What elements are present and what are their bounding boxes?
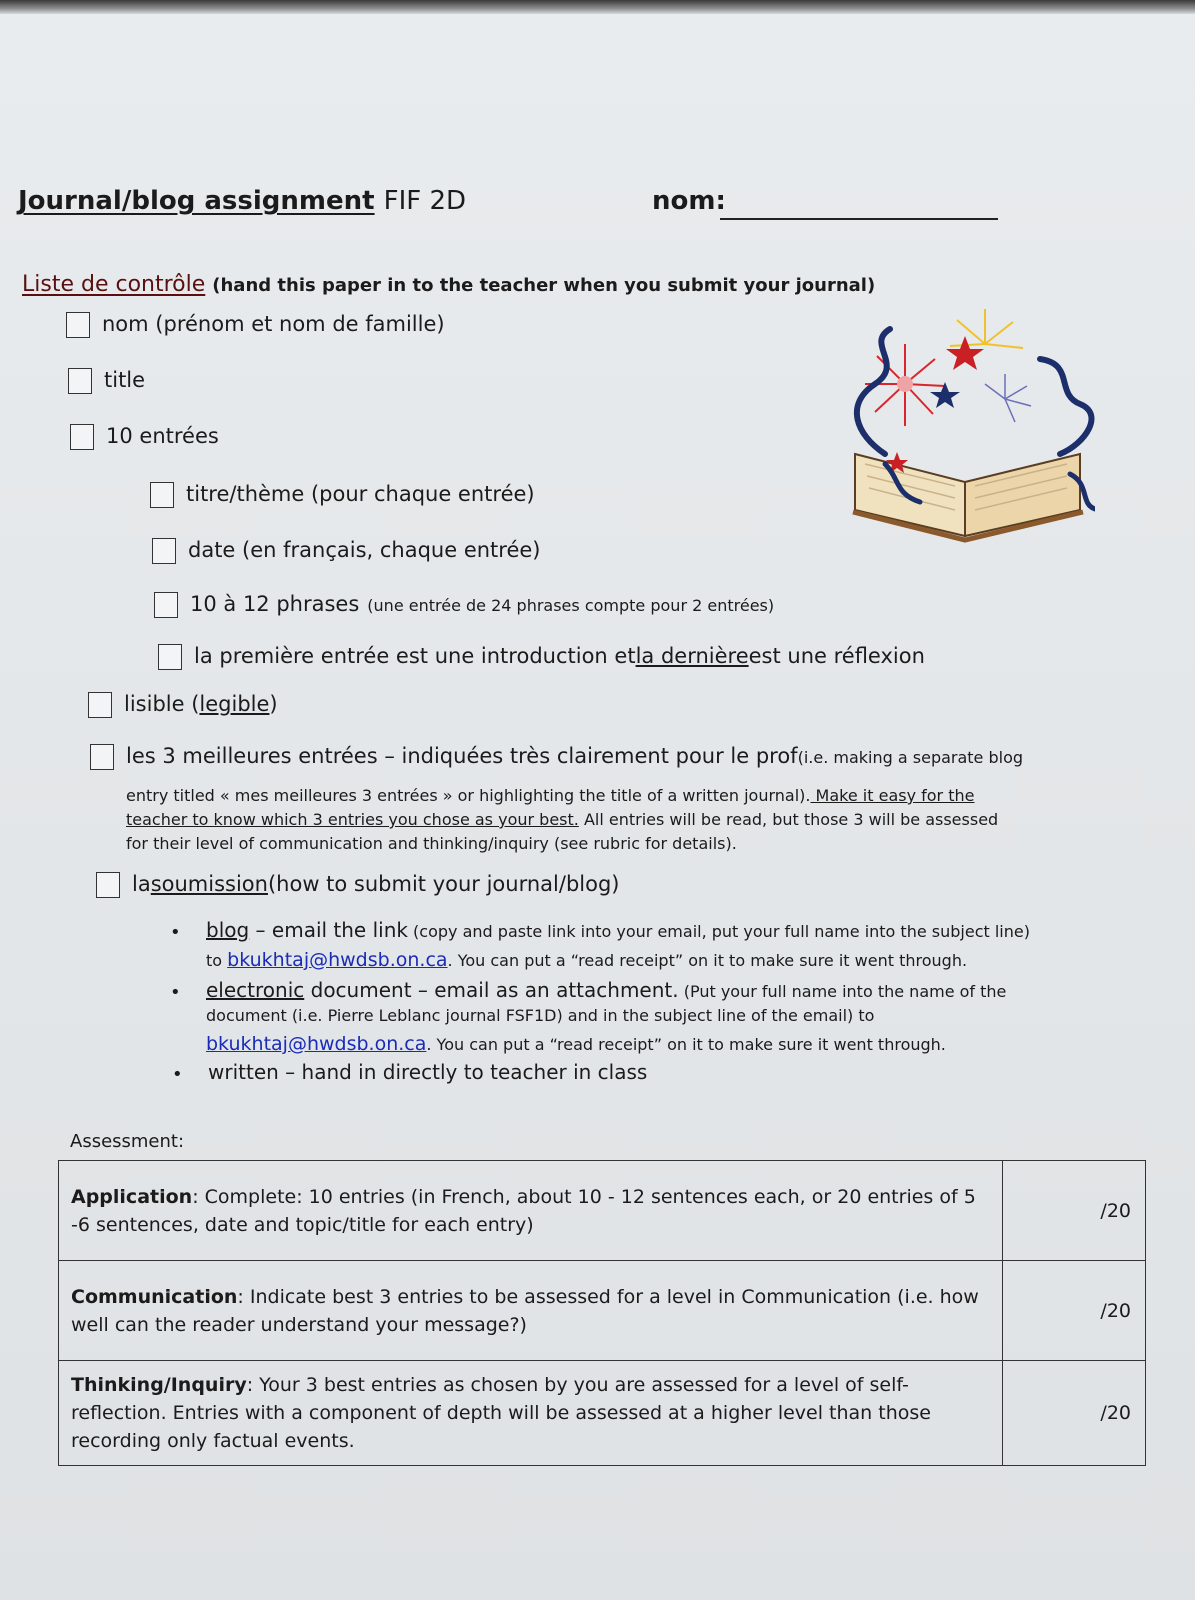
checklist-heading: Liste de contrôle (hand this paper in to the teacher when you submit your journal) [22,272,876,297]
rubric-score-cell: /20 [1003,1361,1146,1466]
checkbox[interactable] [68,368,92,394]
checkbox[interactable] [90,744,114,770]
checklist-item-nom: nom (prénom et nom de famille) [66,312,445,338]
checklist-item-soumission: la soumission (how to submit your journal/blog) [96,872,619,898]
checkbox[interactable] [154,592,178,618]
checkbox[interactable] [66,312,90,338]
rubric-criterion-cell: Thinking/Inquiry: Your 3 best entries as chosen by you are assessed for a level of self-reflection. Entries with a component of depth will be assessed at a higher level than those recording only factual events. [59,1361,1003,1466]
checklist-subitem-date: date (en français, chaque entrée) [152,538,541,564]
best-entries-line-4: for their level of communication and thinking/inquiry (see rubric for details). [126,834,737,853]
table-row [59,1161,1146,1261]
email-link[interactable]: bkukhtaj@hwdsb.on.ca [227,949,448,971]
checklist-subitem-titre: titre/thème (pour chaque entrée) [150,482,535,508]
submit-blog-line-2: to bkukhtaj@hwdsb.on.ca. You can put a “read receipt” on it to make sure it went through. [206,949,968,971]
checklist-item-lisible: lisible ( legible ) [88,692,278,718]
document-page [0,14,1195,1600]
rubric-criterion-cell: Application: Complete: 10 entries (in French, about 10 - 12 sentences each, or 20 entries of 5 -6 sentences, date and topic/title for each entry) [59,1161,1003,1261]
checkbox[interactable] [158,644,182,670]
checkbox[interactable] [152,538,176,564]
table-row [59,1361,1146,1466]
bullet-icon: • [170,982,181,1003]
rubric-score-cell: /20 [1003,1161,1146,1261]
rubric-score-cell: /20 [1003,1261,1146,1361]
nom-label: nom: [652,186,726,216]
nom-blank-line [720,218,998,220]
best-entries-line-3: teacher to know which 3 entries you chose as your best. All entries will be read, but those 3 will be assessed [126,810,999,829]
monitor-bezel [0,0,1195,14]
checklist-item-title: title [68,368,145,394]
page-title: Journal/blog assignment FIF 2D [18,186,467,216]
bullet-icon: • [170,922,181,943]
checklist-subitem-intro-reflexion: la première entrée est une introduction et la dernière est une réflexion [158,644,925,670]
best-entries-line-2: entry titled « mes meilleures 3 entrées » or highlighting the title of a written journal). Make it easy for the [126,786,975,805]
submit-blog-line-1: blog – email the link (copy and paste link into your email, put your full name into the subject line) [206,918,1030,942]
bullet-icon: • [172,1064,183,1085]
submit-electronic-line-1: electronic document – email as an attachment. (Put your full name into the name of the [206,978,1007,1002]
open-book-fireworks-icon [845,304,1095,564]
submit-electronic-line-2: document (i.e. Pierre Leblanc journal FSF1D) and in the subject line of the email) to [206,1006,875,1025]
checklist-item-entrees: 10 entrées [70,424,219,450]
checkbox[interactable] [96,872,120,898]
checklist-subitem-phrases: 10 à 12 phrases (une entrée de 24 phrases compte pour 2 entrées) [154,592,774,618]
checklist-item-best-entries: les 3 meilleures entrées – indiquées très clairement pour le prof (i.e. making a separate blog [90,744,1023,770]
table-row [59,1261,1146,1361]
checkbox[interactable] [88,692,112,718]
checkbox[interactable] [70,424,94,450]
email-link[interactable]: bkukhtaj@hwdsb.on.ca [206,1033,427,1055]
submit-written: written – hand in directly to teacher in class [208,1060,648,1084]
submit-electronic-line-3: bkukhtaj@hwdsb.on.ca. You can put a “read receipt” on it to make sure it went through. [206,1033,946,1055]
assessment-rubric-table [58,1160,1146,1466]
checkbox[interactable] [150,482,174,508]
assessment-label: Assessment: [70,1131,185,1152]
rubric-criterion-cell: Communication: Indicate best 3 entries to be assessed for a level in Communication (i.e. how well can the reader understand your message?) [59,1261,1003,1361]
